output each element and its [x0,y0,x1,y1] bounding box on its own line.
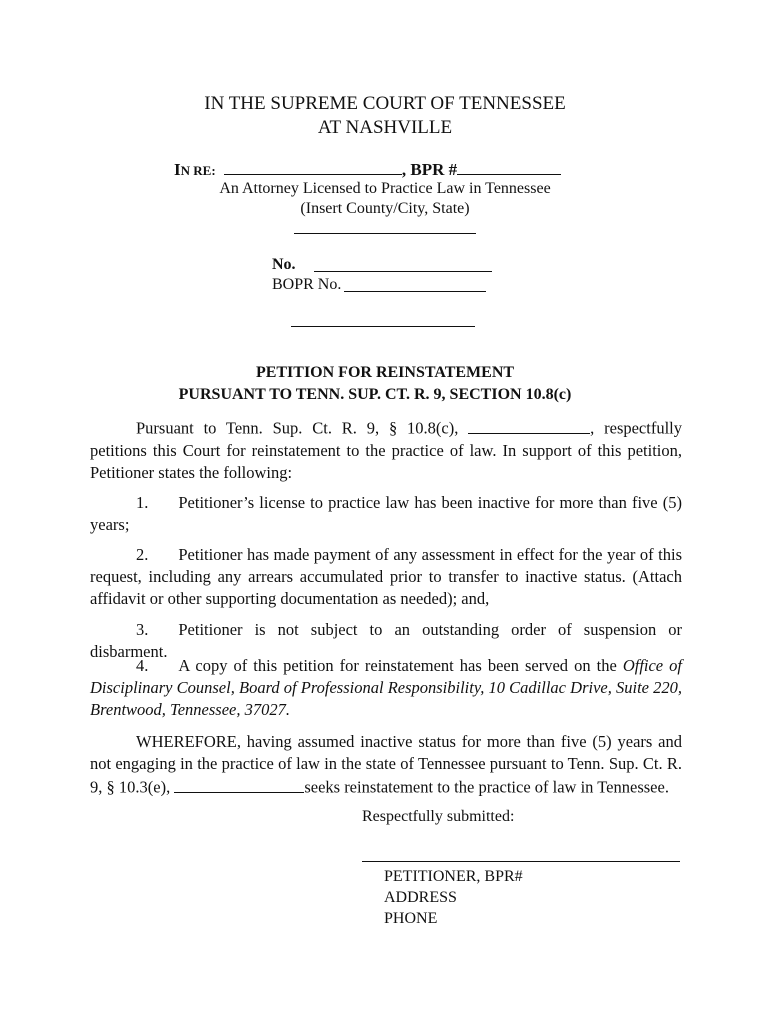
item-3-number: 3. [136,620,149,639]
case-number-blank[interactable] [314,271,492,272]
in-re-initial: I [174,160,181,179]
petition-title-line1: PETITION FOR REINSTATEMENT [255,364,515,381]
county-blank-line[interactable] [294,233,476,234]
county-instruction: (Insert County/City, State) [300,200,470,217]
bpr-number-blank[interactable] [457,157,561,175]
item-3-text: Petitioner is not subject to an outstanding order of suspension or disbarment. [90,620,682,661]
petitioner-bpr-line: PETITIONER, BPR# [384,868,523,885]
case-number-label: No. [272,256,296,273]
bopr-number-blank[interactable] [344,291,486,292]
intro-text-end: , respectfully petitions this Court for reinstatement to the practice of law. In support of this petition, Petitioner states the following: [90,418,683,482]
closing-text: Respectfully submitted: [362,808,515,825]
item-2-text: Petitioner has made payment of any assessment in effect for the year of this request, including any arrears accumulated prior to transfer to inactive status. (Attach affidavit or other supporting documentation as needed); and, [90,545,682,608]
item-4-address: Office of Disciplinary Counsel, Board of Professional Responsibility, 10 Cadillac Drive, Suite 220, Brentwood, Tennessee, 37027. [90,656,682,719]
item-1 [90,492,682,536]
item-4-number: 4. [136,656,149,675]
wherefore-text-end: seeks reinstatement to the practice of law in Tennessee. [304,777,669,797]
court-location: AT NASHVILLE [317,117,453,138]
wherefore-paragraph [90,731,682,799]
item-4 [90,655,682,721]
item-2 [90,544,682,610]
respondent-name-blank[interactable] [224,157,402,175]
item-4-text: A copy of this petition for reinstatement has been served on the [178,656,623,675]
phone-line: PHONE [384,910,438,927]
attorney-description: An Attorney Licensed to Practice Law in Tennessee [219,180,551,197]
petition-title-line2: PURSUANT TO TENN. SUP. CT. R. 9, SECTION 10.8(c) [178,386,572,403]
item-2-number: 2. [136,545,149,564]
in-re-rest: N RE: [180,163,216,178]
wherefore-text-start: WHEREFORE, having assumed inactive status for more than five (5) years and not engaging in the practice of law in the state of Tennessee pursuant to Tenn. Sup. Ct. R. 9, § 10.3(e), [90,732,682,797]
bpr-label: , BPR # [401,160,458,179]
petition-title [0,362,770,406]
wherefore-name-blank[interactable] [174,775,304,793]
in-re-line [174,157,561,180]
petitioner-name-blank[interactable] [468,416,590,434]
intro-text-start: Pursuant to Tenn. Sup. Ct. R. 9, § 10.8(c), [136,418,469,438]
item-1-number: 1. [136,493,149,512]
caption-separator-blank[interactable] [291,326,475,327]
signature-block [384,866,523,929]
signature-line[interactable] [362,861,680,862]
court-name: IN THE SUPREME COURT OF TENNESSEE [204,93,566,114]
item-1-text: Petitioner’s license to practice law has been inactive for more than five (5) years; [90,493,682,534]
bopr-number-label: BOPR No. [272,276,342,293]
intro-paragraph [90,416,682,484]
address-line: ADDRESS [384,889,457,906]
court-heading [0,93,770,139]
